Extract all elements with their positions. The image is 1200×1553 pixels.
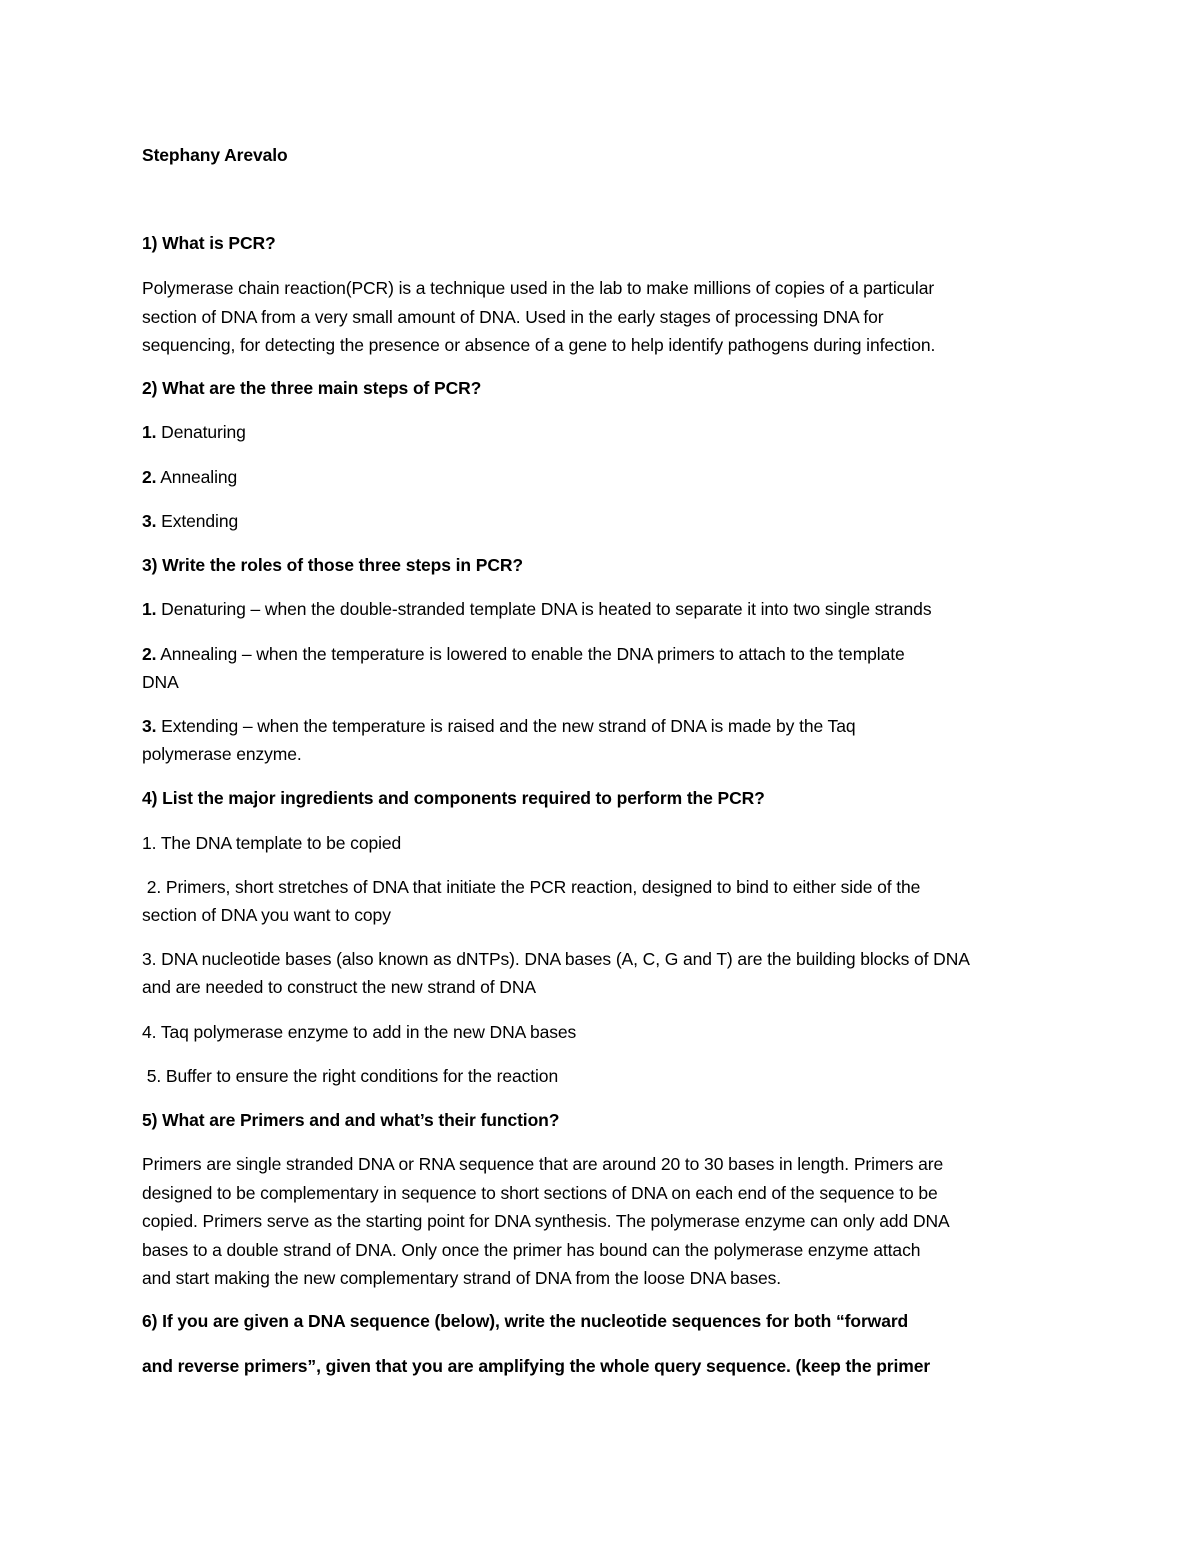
question-5-answer-line: designed to be complementary in sequence to short sections of DNA on each end of the sequence to be [142,1183,938,1203]
question-3-heading: 3) Write the roles of those three steps in PCR? [142,555,524,575]
list-number: 3. [142,511,157,531]
list-number: 1. [142,599,157,619]
ingredient-line: 4. Taq polymerase enzyme to add in the new DNA bases [142,1022,577,1042]
question-5-answer-line: copied. Primers serve as the starting point for DNA synthesis. The polymerase enzyme can only add DNA [142,1211,950,1231]
list-text: Annealing – when the temperature is lowered to enable the DNA primers to attach to the template [156,644,905,664]
question-5-answer-line: and start making the new complementary strand of DNA from the loose DNA bases. [142,1268,782,1288]
list-item [142,712,855,741]
list-number: 1. [142,422,157,442]
question-2-heading: 2) What are the three main steps of PCR? [142,378,482,398]
list-text: Denaturing – when the double-stranded template DNA is heated to separate it into two single strands [156,599,932,619]
list-text: Annealing [156,467,238,487]
ingredient-line: 1. The DNA template to be copied [142,833,402,853]
ingredient-line: and are needed to construct the new strand of DNA [142,977,536,997]
ingredient-line: 3. DNA nucleotide bases (also known as dNTPs). DNA bases (A, C, G and T) are the building blocks of DNA [142,949,970,969]
question-5-heading: 5) What are Primers and and what’s their function? [142,1110,560,1130]
list-item-continuation: polymerase enzyme. [142,744,302,764]
author-name: Stephany Arevalo [142,145,288,165]
list-item-continuation: DNA [142,672,179,692]
ingredient-line: 5. Buffer to ensure the right conditions for the reaction [142,1066,559,1086]
list-text: Denaturing [156,422,246,442]
question-4-heading: 4) List the major ingredients and components required to perform the PCR? [142,788,765,808]
ingredient-line: section of DNA you want to copy [142,905,391,925]
question-1-answer-line: Polymerase chain reaction(PCR) is a technique used in the lab to make millions of copies of a particular [142,278,935,298]
list-item [142,640,905,669]
question-5-answer-line: Primers are single stranded DNA or RNA sequence that are around 20 to 30 bases in length. Primers are [142,1154,944,1174]
list-item [142,418,246,447]
question-5-answer-line: bases to a double strand of DNA. Only once the primer has bound can the polymerase enzyme attach [142,1240,921,1260]
list-item [142,463,237,492]
ingredient-line: 2. Primers, short stretches of DNA that initiate the PCR reaction, designed to bind to either side of the [142,877,921,897]
list-number: 2. [142,644,157,664]
question-6-heading-line: and reverse primers”, given that you are amplifying the whole query sequence. (keep the primer [142,1356,931,1376]
list-number: 3. [142,716,157,736]
question-1-answer-line: section of DNA from a very small amount of DNA. Used in the early stages of processing DNA for [142,307,884,327]
list-text: Extending – when the temperature is raised and the new strand of DNA is made by the Taq [156,716,856,736]
list-text: Extending [156,511,239,531]
question-1-heading: 1) What is PCR? [142,233,276,253]
question-6-heading-line: 6) If you are given a DNA sequence (below), write the nucleotide sequences for both “forward [142,1311,909,1331]
list-number: 2. [142,467,157,487]
list-item [142,595,931,624]
question-1-answer-line: sequencing, for detecting the presence or absence of a gene to help identify pathogens during infection. [142,335,936,355]
list-item [142,507,238,536]
